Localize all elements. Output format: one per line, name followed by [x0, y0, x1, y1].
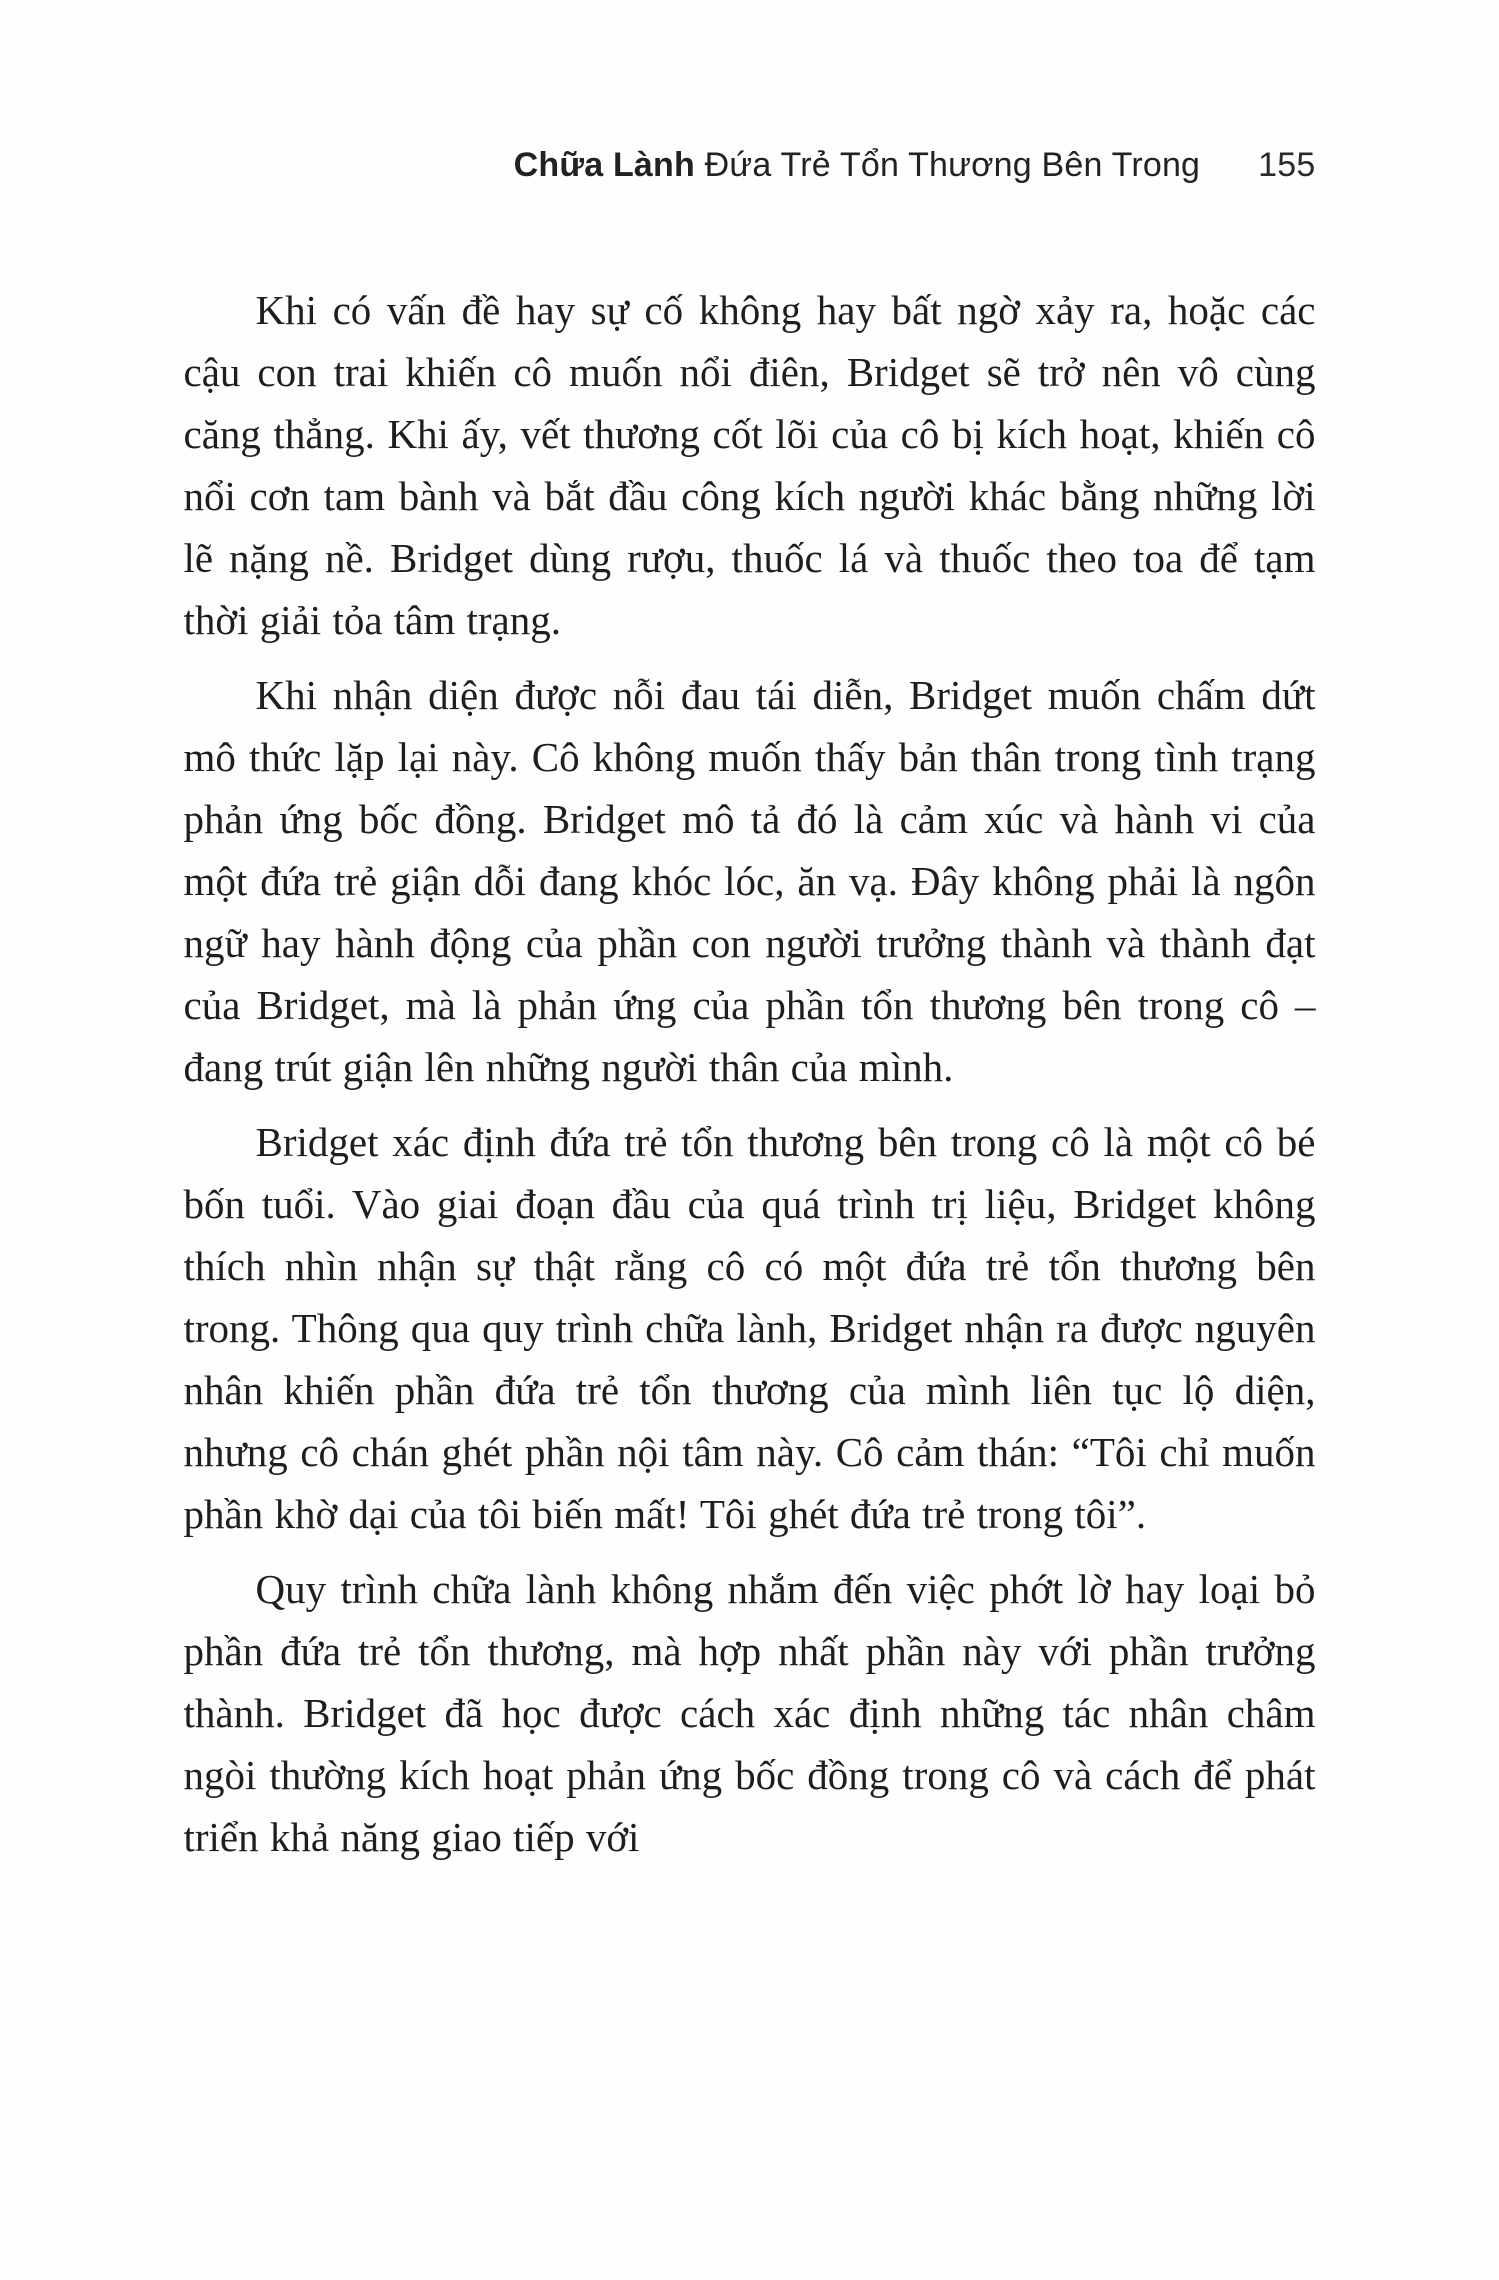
paragraph-1: Khi có vấn đề hay sự cố không hay bất ngờ xảy ra, hoặc các cậu con trai khiến cô muốn nổi điên, Bridget sẽ trở nên vô cùng căng thẳng. Khi ấy, vết thương cốt lõi của cô bị kích hoạt, khiến cô nổi cơn tam bành và bắt đầu công kích người khác bằng những lời lẽ nặng nề. Bridget dùng rượu, thuốc lá và thuốc theo toa để tạm thời giải tỏa tâm trạng.: [183, 287, 1316, 643]
page-number: 155: [1258, 146, 1316, 184]
paragraph-2: Khi nhận diện được nỗi đau tái diễn, Bridget muốn chấm dứt mô thức lặp lại này. Cô không muốn thấy bản thân trong tình trạng phản ứng bốc đồng. Bridget mô tả đó là cảm xúc và hành vi của một đứa trẻ giận dỗi đang khóc lóc, ăn vạ. Đây không phải là ngôn ngữ hay hành động của phần con người trưởng thành và thành đạt của Bridget, mà là phản ứng của phần tổn thương bên trong cô – đang trút giận lên những người thân của mình.: [183, 672, 1316, 1090]
page-header: [184, 146, 1316, 185]
running-head-title-bold: Chữa Lành: [513, 146, 695, 184]
running-head-title-rest: Đứa Trẻ Tổn Thương Bên Trong: [704, 146, 1201, 184]
page-body: [184, 279, 1316, 1868]
paragraph-4: Quy trình chữa lành không nhắm đến việc phớt lờ hay loại bỏ phần đứa trẻ tổn thương, mà hợp nhất phần này với phần trưởng thành. Bridget đã học được cách xác định những tác nhân châm ngòi thường kích hoạt phản ứng bốc đồng trong cô và cách để phát triển khả năng giao tiếp với: [183, 1566, 1316, 1860]
text-column: [184, 146, 1316, 1868]
running-head-title: [514, 146, 1201, 185]
paragraph-3: Bridget xác định đứa trẻ tổn thương bên trong cô là một cô bé bốn tuổi. Vào giai đoạn đầu của quá trình trị liệu, Bridget không thích nhìn nhận sự thật rằng cô có một đứa trẻ tổn thương bên trong. Thông qua quy trình chữa lành, Bridget nhận ra được nguyên nhân khiến phần đứa trẻ tổn thương của mình liên tục lộ diện, nhưng cô chán ghét phần nội tâm này. Cô cảm thán: “Tôi chỉ muốn phần khờ dại của tôi biến mất! Tôi ghét đứa trẻ trong tôi”.: [183, 1119, 1316, 1537]
